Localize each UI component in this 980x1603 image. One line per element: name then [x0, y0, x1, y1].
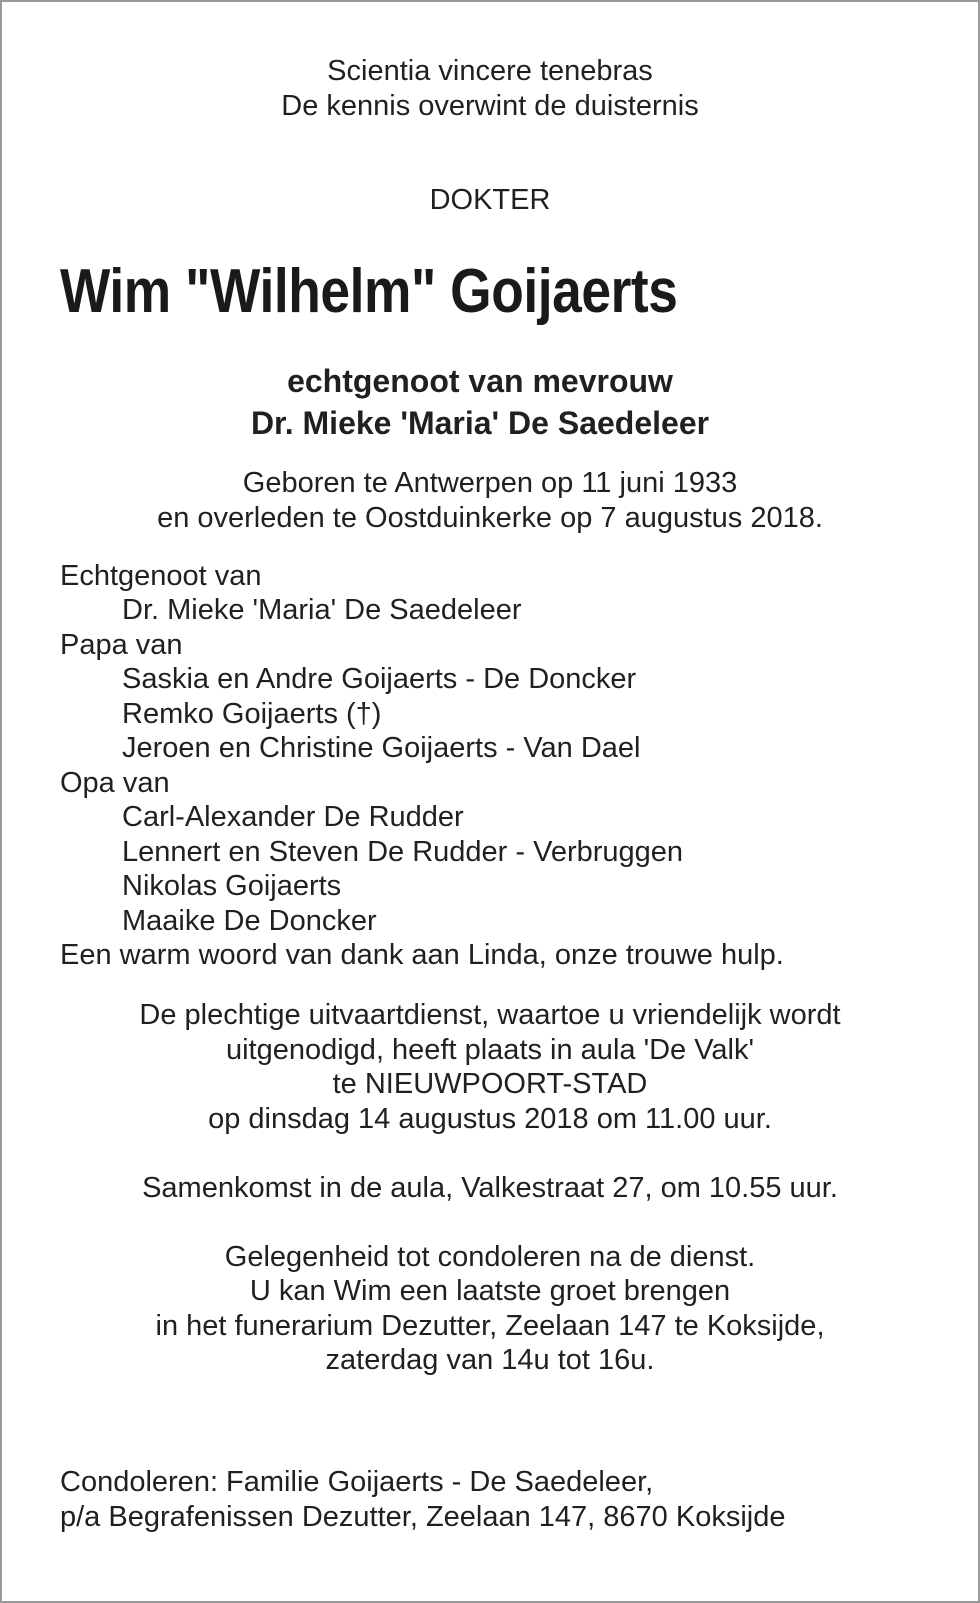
list-item: Nikolas Goijaerts: [122, 870, 342, 902]
condolence-line-4: zaterdag van 14u tot 16u.: [325, 1344, 655, 1376]
service-line-4: op dinsdag 14 augustus 2018 om 11.00 uur.: [208, 1103, 772, 1135]
gathering-line: Samenkomst in de aula, Valkestraat 27, om 10.55 uur.: [142, 1172, 838, 1204]
condolence-line-1: Gelegenheid tot condoleren na de dienst.: [224, 1241, 756, 1273]
died-line: en overleden te Oostduinkerke op 7 augustus 2018.: [157, 502, 823, 534]
motto-latin: Scientia vincere tenebras: [327, 55, 653, 87]
contact-line-1: Condoleren: Familie Goijaerts - De Saedeleer,: [60, 1466, 654, 1498]
born-line: Geboren te Antwerpen op 11 juni 1933: [242, 467, 738, 499]
list-item: Jeroen en Christine Goijaerts - Van Dael: [122, 732, 641, 764]
list-item: Maaike De Doncker: [122, 905, 377, 937]
children-heading: Papa van: [60, 629, 183, 661]
list-item: Saskia en Andre Goijaerts - De Doncker: [122, 663, 637, 695]
spouse-name: Dr. Mieke 'Maria' De Saedeleer: [122, 594, 522, 626]
contact-line-2: p/a Begrafenissen Dezutter, Zeelaan 147, 8670 Koksijde: [60, 1501, 786, 1533]
spouse-line-2: Dr. Mieke 'Maria' De Saedeleer: [250, 405, 710, 441]
service-line-3: te NIEUWPOORT-STAD: [332, 1068, 648, 1100]
title: DOKTER: [429, 184, 551, 216]
thanks-line: Een warm woord van dank aan Linda, onze trouwe hulp.: [60, 939, 784, 971]
grandchildren-heading: Opa van: [60, 767, 170, 799]
list-item: Remko Goijaerts (†): [122, 698, 382, 730]
condolence-line-2: U kan Wim een laatste groet brengen: [249, 1275, 731, 1307]
condolence-line-3: in het funerarium Dezutter, Zeelaan 147 te Koksijde,: [155, 1310, 825, 1342]
list-item: Carl-Alexander De Rudder: [122, 801, 464, 833]
motto-dutch: De kennis overwint de duisternis: [281, 90, 699, 122]
service-line-2: uitgenodigd, heeft plaats in aula 'De Valk': [225, 1034, 755, 1066]
deceased-name: Wim "Wilhelm" Goijaerts: [60, 257, 678, 326]
spouse-line-1: echtgenoot van mevrouw: [287, 363, 673, 399]
spouse-heading: Echtgenoot van: [60, 560, 262, 592]
service-line-1: De plechtige uitvaartdienst, waartoe u vriendelijk wordt: [139, 999, 841, 1031]
list-item: Lennert en Steven De Rudder - Verbruggen: [122, 836, 684, 868]
